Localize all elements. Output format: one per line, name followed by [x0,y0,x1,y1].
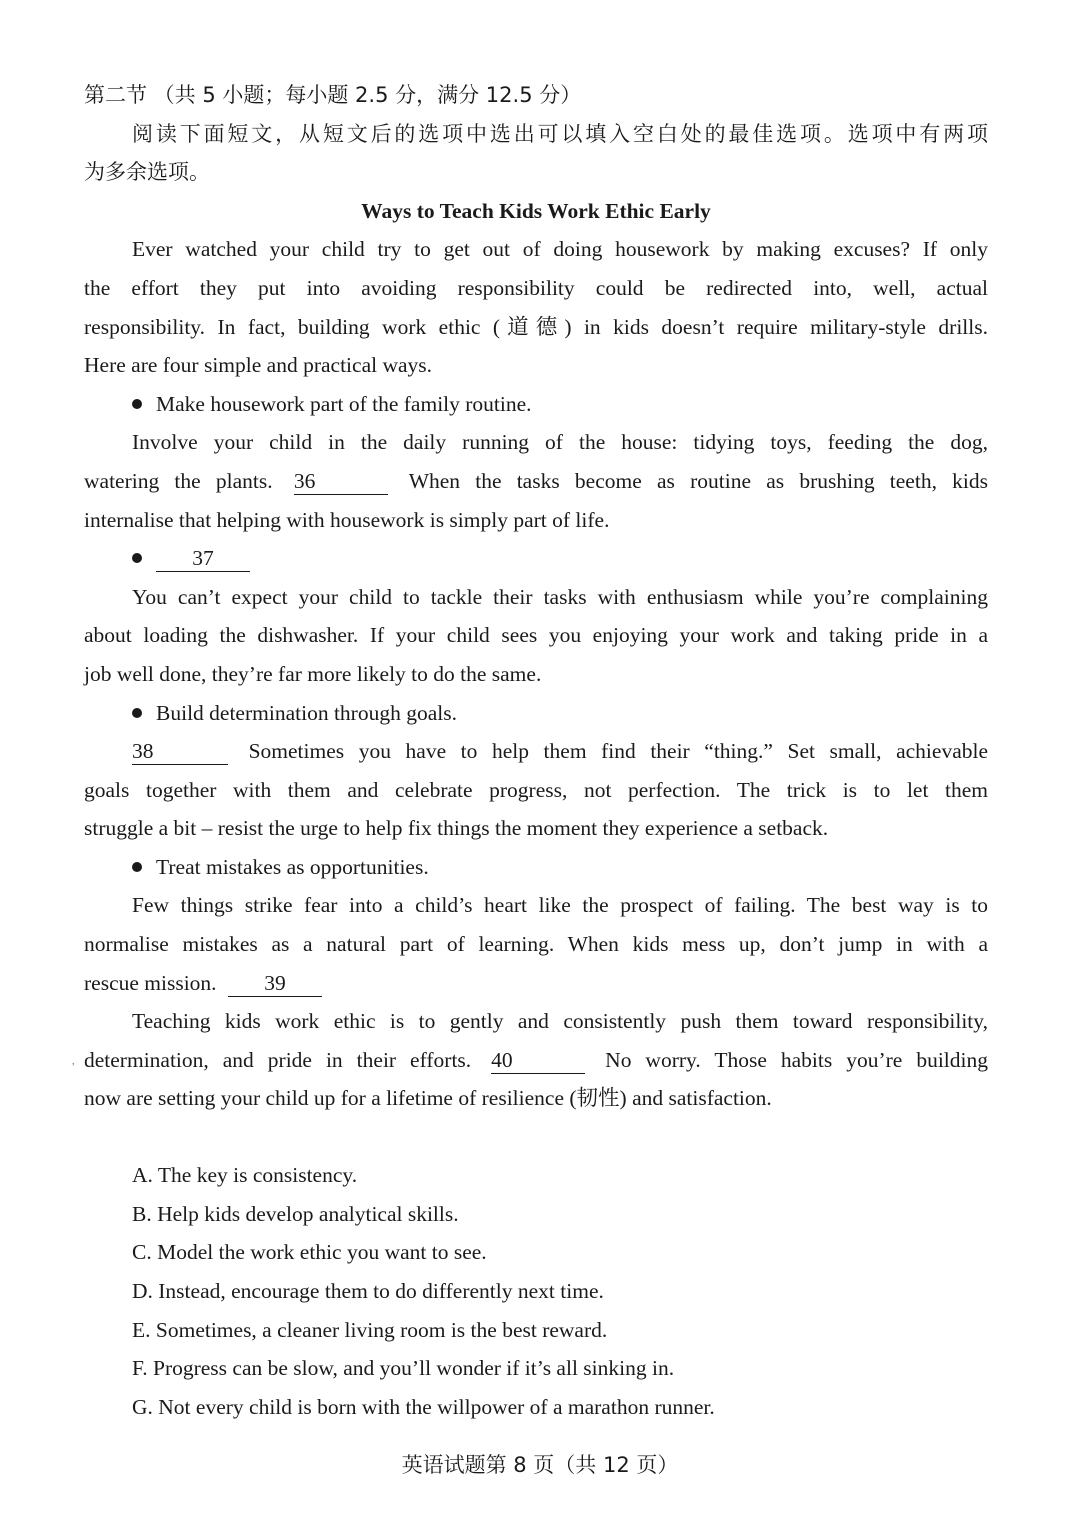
bullet-heading-2 [84,539,988,578]
option-g[interactable]: G. Not every child is born with the willpower of a marathon runner. [132,1395,715,1420]
section-heading: 第二节 （共 5 小题；每小题 2.5 分，满分 12.5 分） [84,83,582,107]
intro-line-2: the effort they put into avoiding responsibility could be redirected into, well, actual [84,275,988,300]
p2-line-3: job well done, they’re far more likely to do the same. [84,661,542,686]
p1-line-2 [84,462,988,501]
article-title: Ways to Teach Kids Work Ethic Early [361,198,711,223]
exam-page [84,76,988,1427]
p2-line-1: You can’t expect your child to tackle their tasks with enthusiasm while you’re complaining [132,584,988,609]
p1-text: watering the plants. [84,468,273,493]
answer-blank-40[interactable]: 40 [491,1047,585,1074]
answer-blank-37[interactable]: 37 [156,545,250,572]
option-a[interactable]: A. The key is consistency. [132,1163,358,1188]
bullet-heading-4 [84,848,988,887]
p4-line-1: Few things strike fear into a child’s heart like the prospect of failing. The best way is to [132,893,988,918]
intro-line-1: Ever watched your child try to get out of doing housework by making excuses? If only [132,237,988,262]
p4-line-2: normalise mistakes as a natural part of learning. When kids mess up, don’t jump in with a [84,932,988,957]
p1-line-3: internalise that helping with housework is simply part of life. [84,507,610,532]
option-f[interactable]: F. Progress can be slow, and you’ll wonder if it’s all sinking in. [132,1356,675,1381]
bullet-heading-3 [84,694,988,733]
bullet-icon [132,862,142,872]
p5-line-2 [84,1041,988,1080]
p3-line-1 [84,732,988,771]
answer-blank-36[interactable]: 36 [294,468,388,495]
p5-line-3: now are setting your child up for a lifetime of resilience (韧性) and satisfaction. [84,1086,772,1111]
intro-line-4: Here are four simple and practical ways. [84,353,433,378]
p2-line-2: about loading the dishwasher. If your child sees you enjoying your work and taking pride in a [84,623,988,648]
bullet-text: Make housework part of the family routine. [156,391,532,416]
answer-blank-38[interactable]: 38 [132,738,228,765]
p1-line-1: Involve your child in the daily running of the house: tidying toys, feeding the dog, [132,430,988,455]
instruction-line-1: 阅读下面短文，从短文后的选项中选出可以填入空白处的最佳选项。选项中有两项 [132,121,988,146]
p3-text: Sometimes you have to help them find their “thing.” Set small, achievable [248,739,988,764]
option-e[interactable]: E. Sometimes, a cleaner living room is the best reward. [132,1317,608,1342]
bullet-heading-1 [84,385,988,424]
bullet-text: Build determination through goals. [156,700,457,725]
option-b[interactable]: B. Help kids develop analytical skills. [132,1201,459,1226]
p4-line-3 [84,964,988,1003]
p4-text: rescue mission. [84,970,217,995]
bullet-icon [132,708,142,718]
bullet-icon [132,399,142,409]
p5-line-1: Teaching kids work ethic is to gently and consistently push them toward responsibility, [132,1009,988,1034]
options-list [84,1156,988,1427]
p1-text: When the tasks become as routine as brushing teeth, kids [408,468,988,493]
spacer [84,1118,988,1156]
bullet-text: Treat mistakes as opportunities. [156,854,429,879]
p3-line-2: goals together with them and celebrate progress, not perfection. The trick is to let them [84,777,988,802]
page-footer: 英语试题第 8 页（共 12 页） [401,1453,679,1477]
intro-line-3: responsibility. In fact, building work ethic (道德) in kids doesn’t require military-style drills. [84,314,988,339]
stray-mark: , [72,1056,75,1067]
bullet-icon [132,553,142,563]
p5-text: determination, and pride in their efforts. [84,1047,472,1072]
answer-blank-39[interactable]: 39 [228,970,322,997]
instruction-line-2: 为多余选项。 [84,160,210,185]
option-d[interactable]: D. Instead, encourage them to do differently next time. [132,1279,604,1304]
p3-line-3: struggle a bit – resist the urge to help fix things the moment they experience a setback. [84,816,829,841]
p5-text: No worry. Those habits you’re building [605,1047,989,1072]
option-c[interactable]: C. Model the work ethic you want to see. [132,1240,487,1265]
